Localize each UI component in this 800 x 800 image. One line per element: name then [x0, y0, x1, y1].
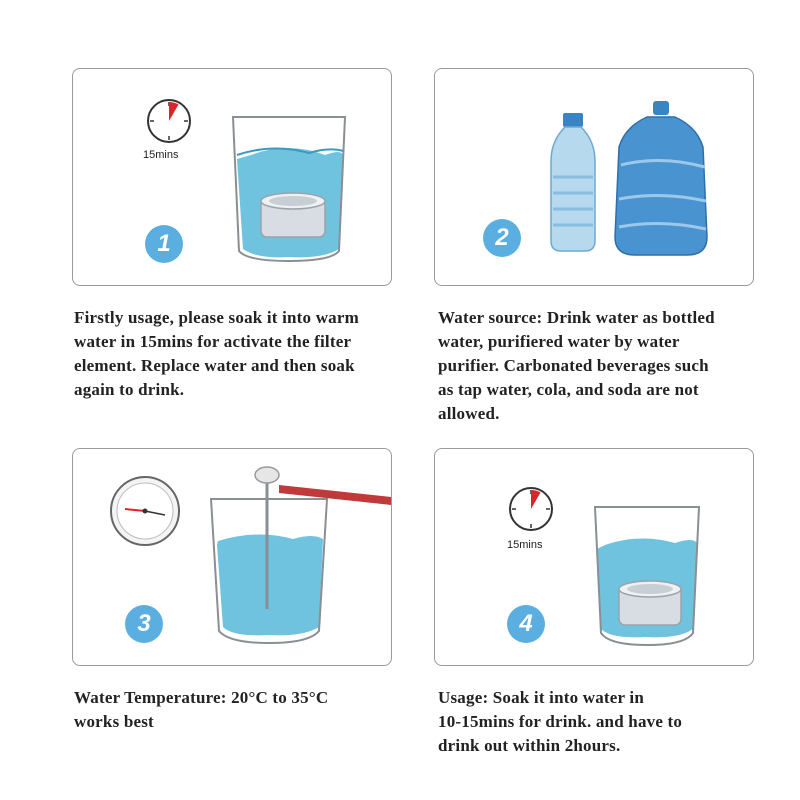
step-1-illustration [73, 69, 391, 285]
step-4-illustration [435, 449, 753, 665]
step-number-badge: 2 [483, 219, 521, 257]
water-bottle-icon [551, 113, 595, 251]
step-number-badge: 3 [125, 605, 163, 643]
step-4-caption: Usage: Soak it into water in 10-15mins for drink. and have to drink out within 2hours. [438, 688, 683, 755]
step-2-panel [434, 68, 754, 286]
step-1-panel [72, 68, 392, 286]
step-number-badge: 4 [507, 605, 545, 643]
step-4-panel [434, 448, 754, 666]
filter-cartridge-icon [261, 193, 325, 237]
step-3-illustration [73, 449, 391, 665]
step-2-illustration [435, 69, 753, 285]
step-number-badge: 1 [145, 225, 183, 263]
timer-label: 15mins [507, 539, 543, 551]
timer-label: 15mins [143, 149, 179, 161]
step-3-panel [72, 448, 392, 666]
water-glass-icon [233, 117, 345, 261]
timer-icon [510, 488, 552, 530]
water-jug-icon [615, 101, 707, 255]
timer-icon [148, 100, 190, 142]
step-3-caption: Water Temperature: 20°C to 35°C works best [74, 688, 329, 731]
water-glass-icon [211, 499, 327, 643]
thermometer-dial-icon [111, 477, 179, 545]
step-2-caption: Water source: Drink water as bottled water, purifiered water by water purifier. Carbonated beverages such as tap water, cola, and soda are not allowed. [438, 308, 715, 423]
step-1-caption: Firstly usage, please soak it into warm water in 15mins for activate the filter element. Replace water and then soak again to drink. [74, 308, 359, 399]
filter-cartridge-icon [619, 581, 681, 625]
